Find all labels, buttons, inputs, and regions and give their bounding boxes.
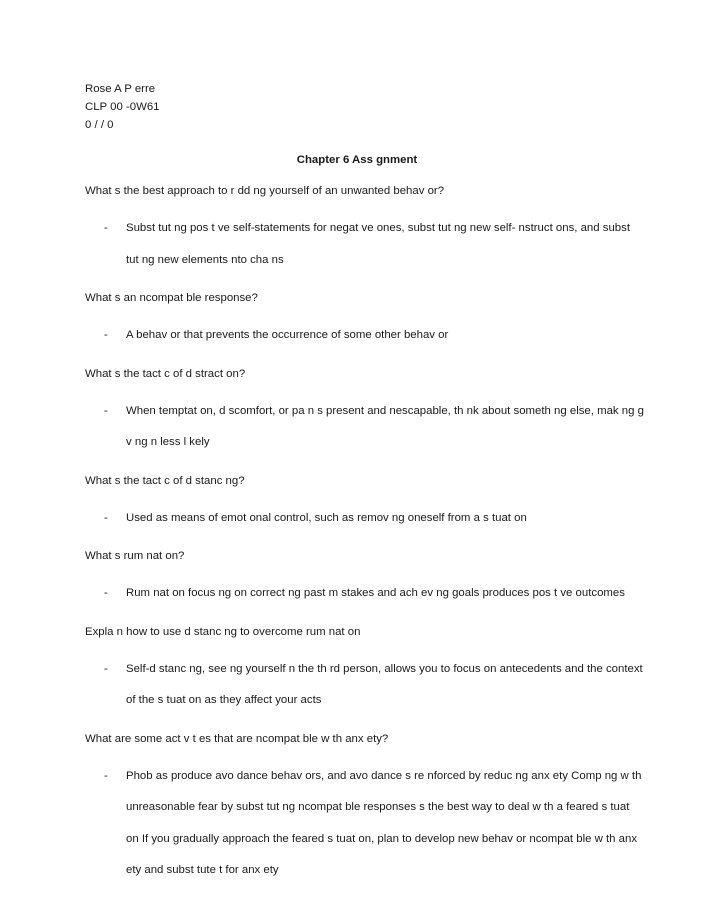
assignment-date: 0 / / 0 xyxy=(85,119,114,131)
answer-text: Self-d stanc ng, see ng yourself n the th rd person, allows you to focus on antecedents and the context of the s tuat on as they affect your acts xyxy=(126,662,643,706)
qa-item xyxy=(85,365,645,459)
bullet-dash: - xyxy=(104,222,108,234)
answer-text: Used as means of emot onal control, such as remov ng oneself from a s tuat on xyxy=(126,511,527,524)
student-name: Rose A P erre xyxy=(85,83,156,95)
question: Expla n how to use d stanc ng to overcome rum nat on xyxy=(85,625,361,638)
answer xyxy=(85,320,644,352)
question-answer-list xyxy=(85,182,645,900)
answer xyxy=(85,213,644,276)
qa-item xyxy=(85,182,645,276)
question: What s the tact c of d stract on? xyxy=(85,367,246,380)
bullet-dash: - xyxy=(104,511,108,524)
document-title: Chapter 6 Ass gnment xyxy=(296,154,418,166)
question: What s an ncompat ble response? xyxy=(85,292,258,304)
answer xyxy=(85,396,644,459)
bullet-dash: - xyxy=(104,404,108,417)
course-code: CLP 00 -0W61 xyxy=(85,101,160,113)
bullet-dash: - xyxy=(104,662,108,675)
bullet-dash: - xyxy=(104,769,108,782)
answer xyxy=(85,654,644,717)
qa-item xyxy=(85,547,645,610)
answer-text: A behav or that prevents the occurrence of some other behav or xyxy=(126,329,449,341)
question: What are some act v t es that are ncompat ble w th anx ety? xyxy=(85,732,389,745)
qa-item xyxy=(85,623,645,717)
answer-text: Rum nat on focus ng on correct ng past m stakes and ach ev ng goals produces pos t ve outcomes xyxy=(126,587,625,599)
question: What s rum nat on? xyxy=(85,550,185,562)
answer xyxy=(85,761,644,887)
qa-item xyxy=(85,472,645,535)
bullet-dash: - xyxy=(104,329,108,341)
answer xyxy=(85,578,644,610)
bullet-dash: - xyxy=(104,587,108,599)
answer xyxy=(85,503,644,535)
answer-text: Subst tut ng pos t ve self-statements for negat ve ones, subst tut ng new self- nstruct ons, and subst tut ng new elements nto cha ns xyxy=(126,222,630,266)
qa-item xyxy=(85,730,645,887)
answer-text: When temptat on, d scomfort, or pa n s present and nescapable, th nk about someth ng else, mak ng g v ng n less l kely xyxy=(126,404,644,448)
question: What s the best approach to r dd ng yourself of an unwanted behav or? xyxy=(85,185,445,197)
question: What s the tact c of d stanc ng? xyxy=(85,474,245,487)
qa-item xyxy=(85,289,645,352)
answer-text: Phob as produce avo dance behav ors, and avo dance s re nforced by reduc ng anx ety Comp ng w th unreasonable fear by subst tut ng ncompat ble responses s the best way to deal w th a feared s tuat on If you gradually approach the feared s tuat on, plan to develop new behav or ncompat ble w th anx ety and subst tute t for anx ety xyxy=(126,769,642,876)
